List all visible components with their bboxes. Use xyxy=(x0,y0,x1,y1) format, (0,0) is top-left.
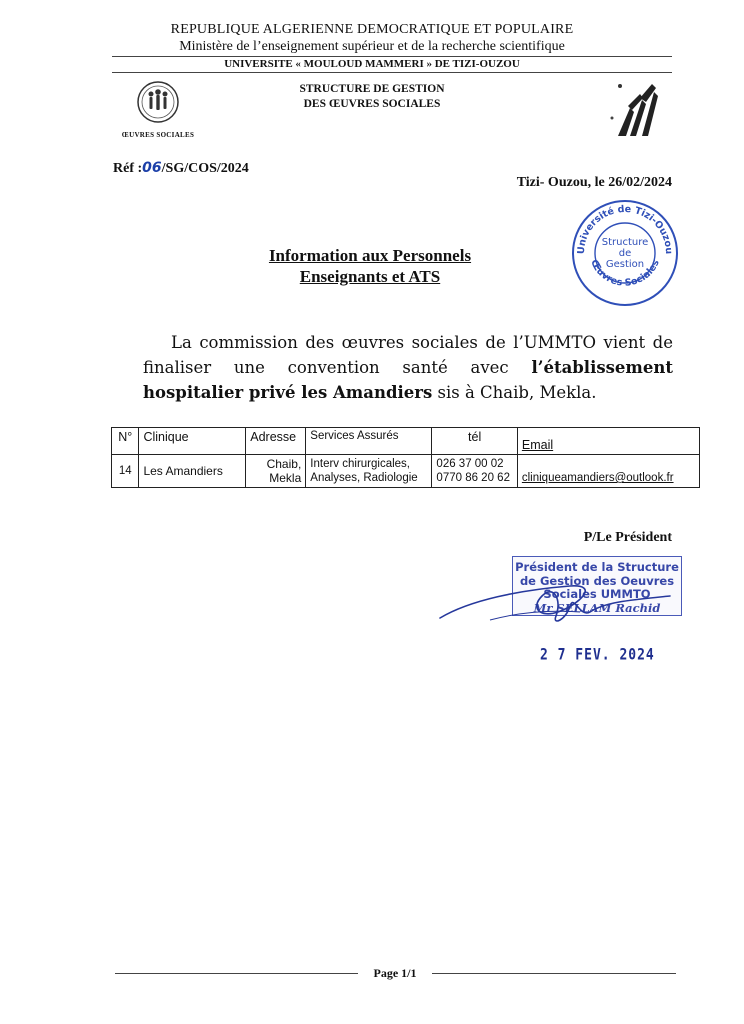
stamp-text-line-2: de Gestion des Oeuvres xyxy=(519,573,675,588)
document-date: Tizi- Ouzou, le 26/02/2024 xyxy=(516,175,672,190)
reference-suffix: /SG/COS/2024 xyxy=(161,161,249,176)
header-clinic: Clinique xyxy=(139,428,246,455)
row-tel-line-2: 0770 86 20 62 xyxy=(436,472,510,484)
oeuvres-sociales-logo xyxy=(118,80,198,139)
header-rule-top xyxy=(112,56,672,57)
table-header-row xyxy=(112,428,700,455)
stamp-bottom-textpath: Œuvres Sociales xyxy=(588,257,662,289)
stamp-text-line-4: Mr SELLAM Rachid xyxy=(533,600,661,615)
title-line-2: Enseignants et ATS xyxy=(299,267,441,286)
header-email: Email xyxy=(517,428,699,455)
row-tel-line-1: 026 37 00 02 xyxy=(436,458,504,470)
row-services xyxy=(306,455,432,488)
ministry-header: Ministère de l’enseignement supérieur et de la recherche scientifique xyxy=(179,39,565,54)
row-address-line-2: Mekla xyxy=(269,471,302,485)
footer-rule-left xyxy=(115,973,358,974)
university-logo-icon xyxy=(600,78,670,140)
header-services: Services Assurés xyxy=(306,428,432,455)
received-date-stamp: 2 7 FEV. 2024 xyxy=(540,646,655,665)
row-address xyxy=(246,455,306,488)
row-services-line-2: Analyses, Radiologie xyxy=(310,472,418,484)
president-title: P/Le Président xyxy=(583,530,672,545)
header-address: Adresse xyxy=(246,428,306,455)
stamp-text-line-3: Sociales UMMTO xyxy=(543,587,651,601)
body-text-part-1: La commission des œuvres sociales de l’UMMTO vient de finaliser une convention santé avec xyxy=(143,333,673,377)
university-header: UNIVERSITE « MOULOUD MAMMERI » DE TIZI-OUZOU xyxy=(224,58,520,70)
structure-line-2: DES ŒUVRES SOCIALES xyxy=(303,98,441,110)
stamp-center-line-1: Structure xyxy=(601,237,649,248)
logo-label: ŒUVRES SOCIALES xyxy=(121,131,195,139)
body-text-bold: l’établissement hospitalier privé les Amandiers xyxy=(143,358,673,402)
row-address-line-1: Chaib, xyxy=(266,457,302,471)
stamp-text-line-1: Président de la Structure xyxy=(515,560,679,574)
family-emblem-icon xyxy=(136,80,180,124)
stamp-center-line-3: Gestion xyxy=(605,259,645,270)
row-services-line-1: Interv chirurgicales, xyxy=(310,458,410,470)
title-line-1: Information aux Personnels xyxy=(268,246,472,265)
header-num: N° xyxy=(112,428,139,455)
row-num: 14 xyxy=(112,455,139,488)
header-tel: tél xyxy=(432,428,517,455)
university-round-stamp xyxy=(570,198,680,308)
reference-number xyxy=(113,160,249,177)
table-row xyxy=(112,455,700,488)
document-title xyxy=(160,245,580,287)
handwritten-signature xyxy=(430,560,680,640)
body-text-part-2: sis à Chaib, Mekla. xyxy=(432,383,597,402)
header-rule-bottom xyxy=(112,72,672,73)
footer-rule-right xyxy=(432,973,676,974)
reference-prefix: Réf : xyxy=(113,161,143,176)
clinic-table xyxy=(111,427,700,488)
body-paragraph xyxy=(143,330,673,405)
stamp-center-line-2: de xyxy=(618,248,632,259)
structure-line-1: STRUCTURE DE GESTION xyxy=(299,83,445,95)
reference-handwritten-number: 06 xyxy=(142,160,162,176)
row-clinic: Les Amandiers xyxy=(139,455,246,488)
row-tel xyxy=(432,455,517,488)
row-email-link[interactable]: cliniqueamandiers@outlook.fr xyxy=(517,455,699,488)
republic-header: REPUBLIQUE ALGERIENNE DEMOCRATIQUE ET POPULAIRE xyxy=(170,22,574,37)
page-number: Page 1/1 xyxy=(373,966,417,980)
stamp-outer-textpath: Université de Tizi-Ouzou xyxy=(575,203,675,255)
